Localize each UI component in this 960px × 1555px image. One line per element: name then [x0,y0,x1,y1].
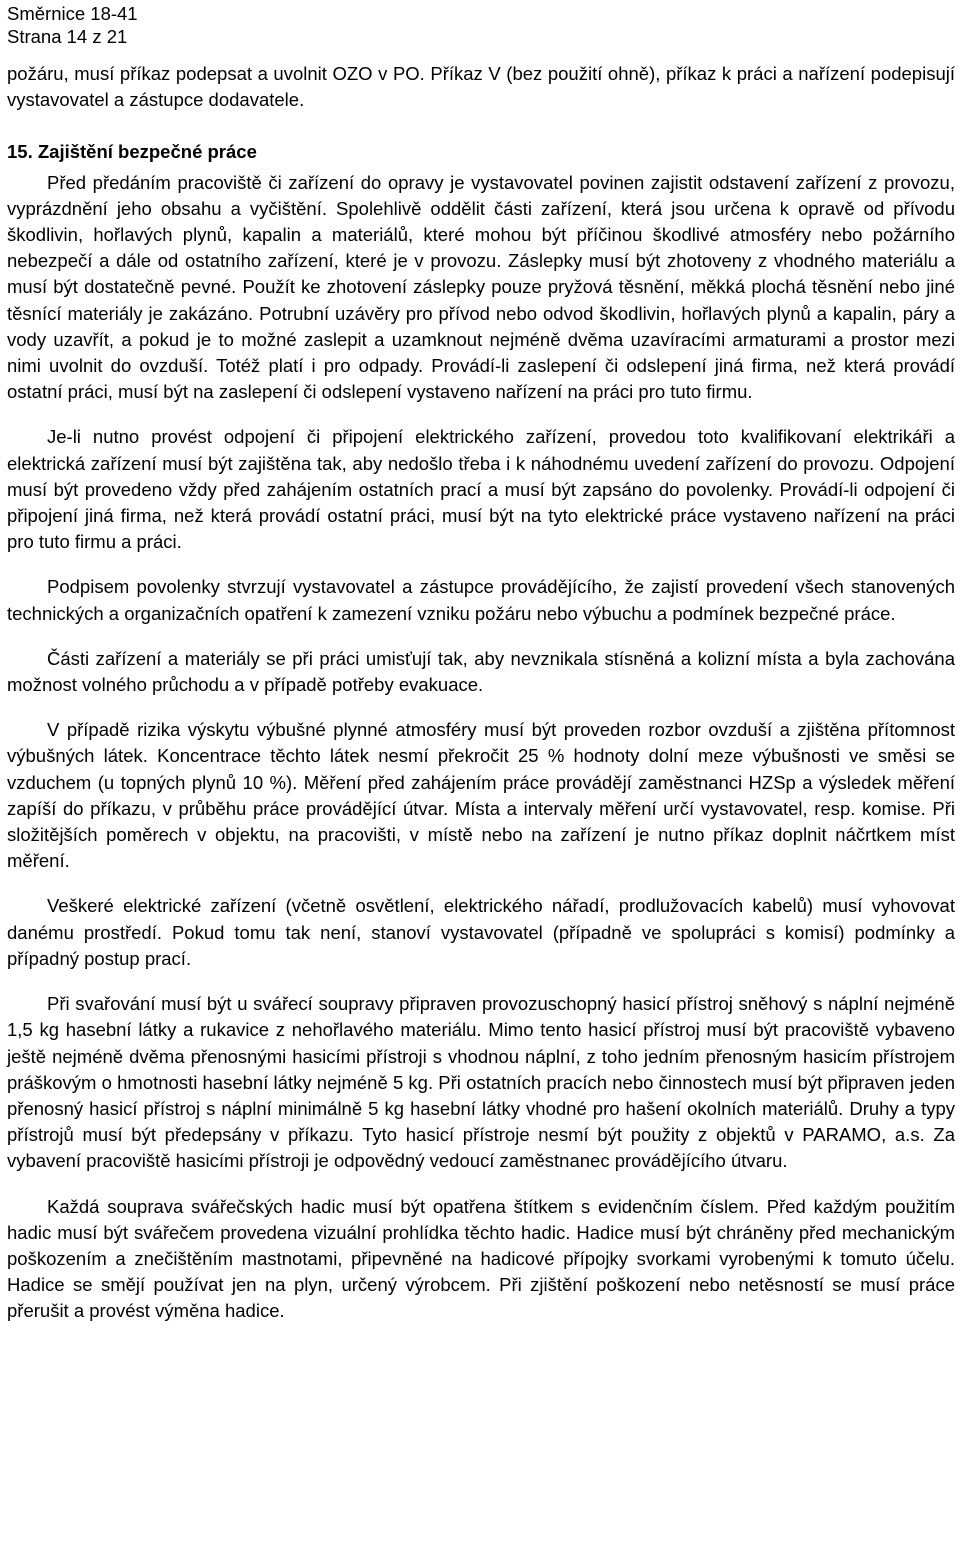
paragraph-permit-signature: Podpisem povolenky stvrzují vystavovatel a zástupce provádějícího, že zajistí provedení všech stanovených technických a organizačních opatření k zamezení vzniku požáru nebo výbuchu a podmínek bezpečné práce. [7,576,955,624]
page-number: Strana 14 z 21 [7,26,128,47]
intro-paragraph: požáru, musí příkaz podepsat a uvolnit OZO v PO. Příkaz V (bez použití ohně), příkaz k práci a nařízení podepisují vystavovatel a zástupce dodavatele. [7,63,955,111]
paragraph-explosive-atmosphere: V případě rizika výskytu výbušné plynné atmosféry musí být proveden rozbor ovzduší a zjištěna přítomnost výbušných látek. Koncentrace těchto látek nesmí překročit 25 % hodnoty dolní meze výbušnosti ve směsi se vzduchem (u topných plynů 10 %). Měření před zahájením práce provádějí zaměstnanci HZSp a výsledek měření zapíší do příkazu, v průběhu práce provádějící útvar. Místa a intervaly měření určí vystavovatel, resp. komise. Při složitějších poměrech v objektu, na pracovišti, v místě nebo na zařízení je nutno příkaz doplnit náčrtkem míst měření. [7,719,955,872]
document-body [7,61,955,1325]
document-reference: Směrnice 18-41 [7,3,138,24]
paragraph-fire-extinguishers: Při svařování musí být u svářecí soupravy připraven provozuschopný hasicí přístroj sněhový s náplní nejméně 1,5 kg hasební látky a rukavice z nehořlavého materiálu. Mimo tento hasicí přístroj musí být pracoviště vybaveno ještě nejméně dvěma přenosnými hasicími přístroji s vhodnou náplní, z toho jedním přenosným hasicím přístrojem práškovým o hmotnosti hasební látky nejméně 5 kg. Při ostatních pracích nebo činnostech musí být připraven jeden přenosný hasicí přístroj s náplní minimálně 5 kg hasební látky vhodné pro hašení okolních materiálů. Druhy a typy přístrojů musí být předepsány v příkazu. Tyto hasicí přístroje nesmí být použity z objektů v PARAMO, a.s. Za vybavení pracoviště hasicími přístroji je odpovědný vedoucí zaměstnanec provádějícího útvaru. [7,993,955,1172]
paragraph-secure-work: Před předáním pracoviště či zařízení do opravy je vystavovatel povinen zajistit odstavení zařízení z provozu, vyprázdnění jeho obsahu a vyčištění. Spolehlivě oddělit části zařízení, která jsou určena k opravě od přívodu škodlivin, hořlavých plynů, kapalin a materiálů, které mohou být příčinou škodlivé atmosféry nebo požárního nebezpečí a dále od ostatního zařízení, které je v provozu. Záslepky musí být zhotoveny z vhodného materiálu a musí být dostatečně pevné. Použít ke zhotovení záslepky pouze pryžová těsnění, měkká plochá těsnění nebo jiné těsnící materiály je zakázáno. Potrubní uzávěry pro přívod nebo odvod škodlivin, hořlavých plynů a kapalin, páry a vody uzavřít, a pokud je to možné zaslepit a uzamknout nejméně dvěma uzavíracími armaturami a prostor mezi nimi uvolnit do ovzduší. Totéž platí i pro odpady. Provádí-li zaslepení či odslepení jiná firma, než která provádí ostatní práci, musí být na zaslepení či odslepení vystaveno nařízení na práci pro tuto firmu. [7,171,955,403]
paragraph-welding-hoses: Každá souprava svářečských hadic musí být opatřena štítkem s evidenčním číslem. Před každým použitím hadic musí být svářečem provedena vizuální prohlídka těchto hadic. Hadice musí být chráněny před mechanickým poškozením a znečištěním mastnotami, připevněné na hadicové přípojky svorkami vyrobenými k tomuto účelu. Hadice se smějí používat jen na plyn, určený výrobcem. Při zjištění poškození nebo netěsností se musí práce přerušit a provést výměna hadice. [7,1195,955,1322]
paragraph-electrical-equipment: Veškeré elektrické zařízení (včetně osvětlení, elektrického nářadí, prodlužovacích kabelů) musí vyhovovat danému prostředí. Pokud tomu tak není, stanoví vystavovatel (případně ve spolupráci s komisí) podmínky a případný postup prací. [7,895,955,969]
page-header [7,0,955,48]
paragraph-equipment-placement: Části zařízení a materiály se při práci umisťují tak, aby nevznikala stísněná a kolizní místa a byla zachována možnost volného průchodu a v případě potřeby evakuace. [7,647,955,696]
paragraph-electrical-disconnect: Je-li nutno provést odpojení či připojení elektrického zařízení, provedou toto kvalifikovaní elektrikáři a elektrická zařízení musí být zajištěna tak, aby nedošlo třeba i k náhodnému uvedení zařízení do provozu. Odpojení musí být provedeno vždy před zahájením ostatních prací a musí být zapsáno do povolenky. Provádí-li odpojení či připojení jiná firma, než která provádí ostatní práci, musí být na tyto elektrické práce vystaveno nařízení na práci pro tuto firmu a práci. [7,426,955,553]
document-page [7,0,955,1325]
section-heading: 15. Zajištění bezpečné práce [7,141,257,163]
